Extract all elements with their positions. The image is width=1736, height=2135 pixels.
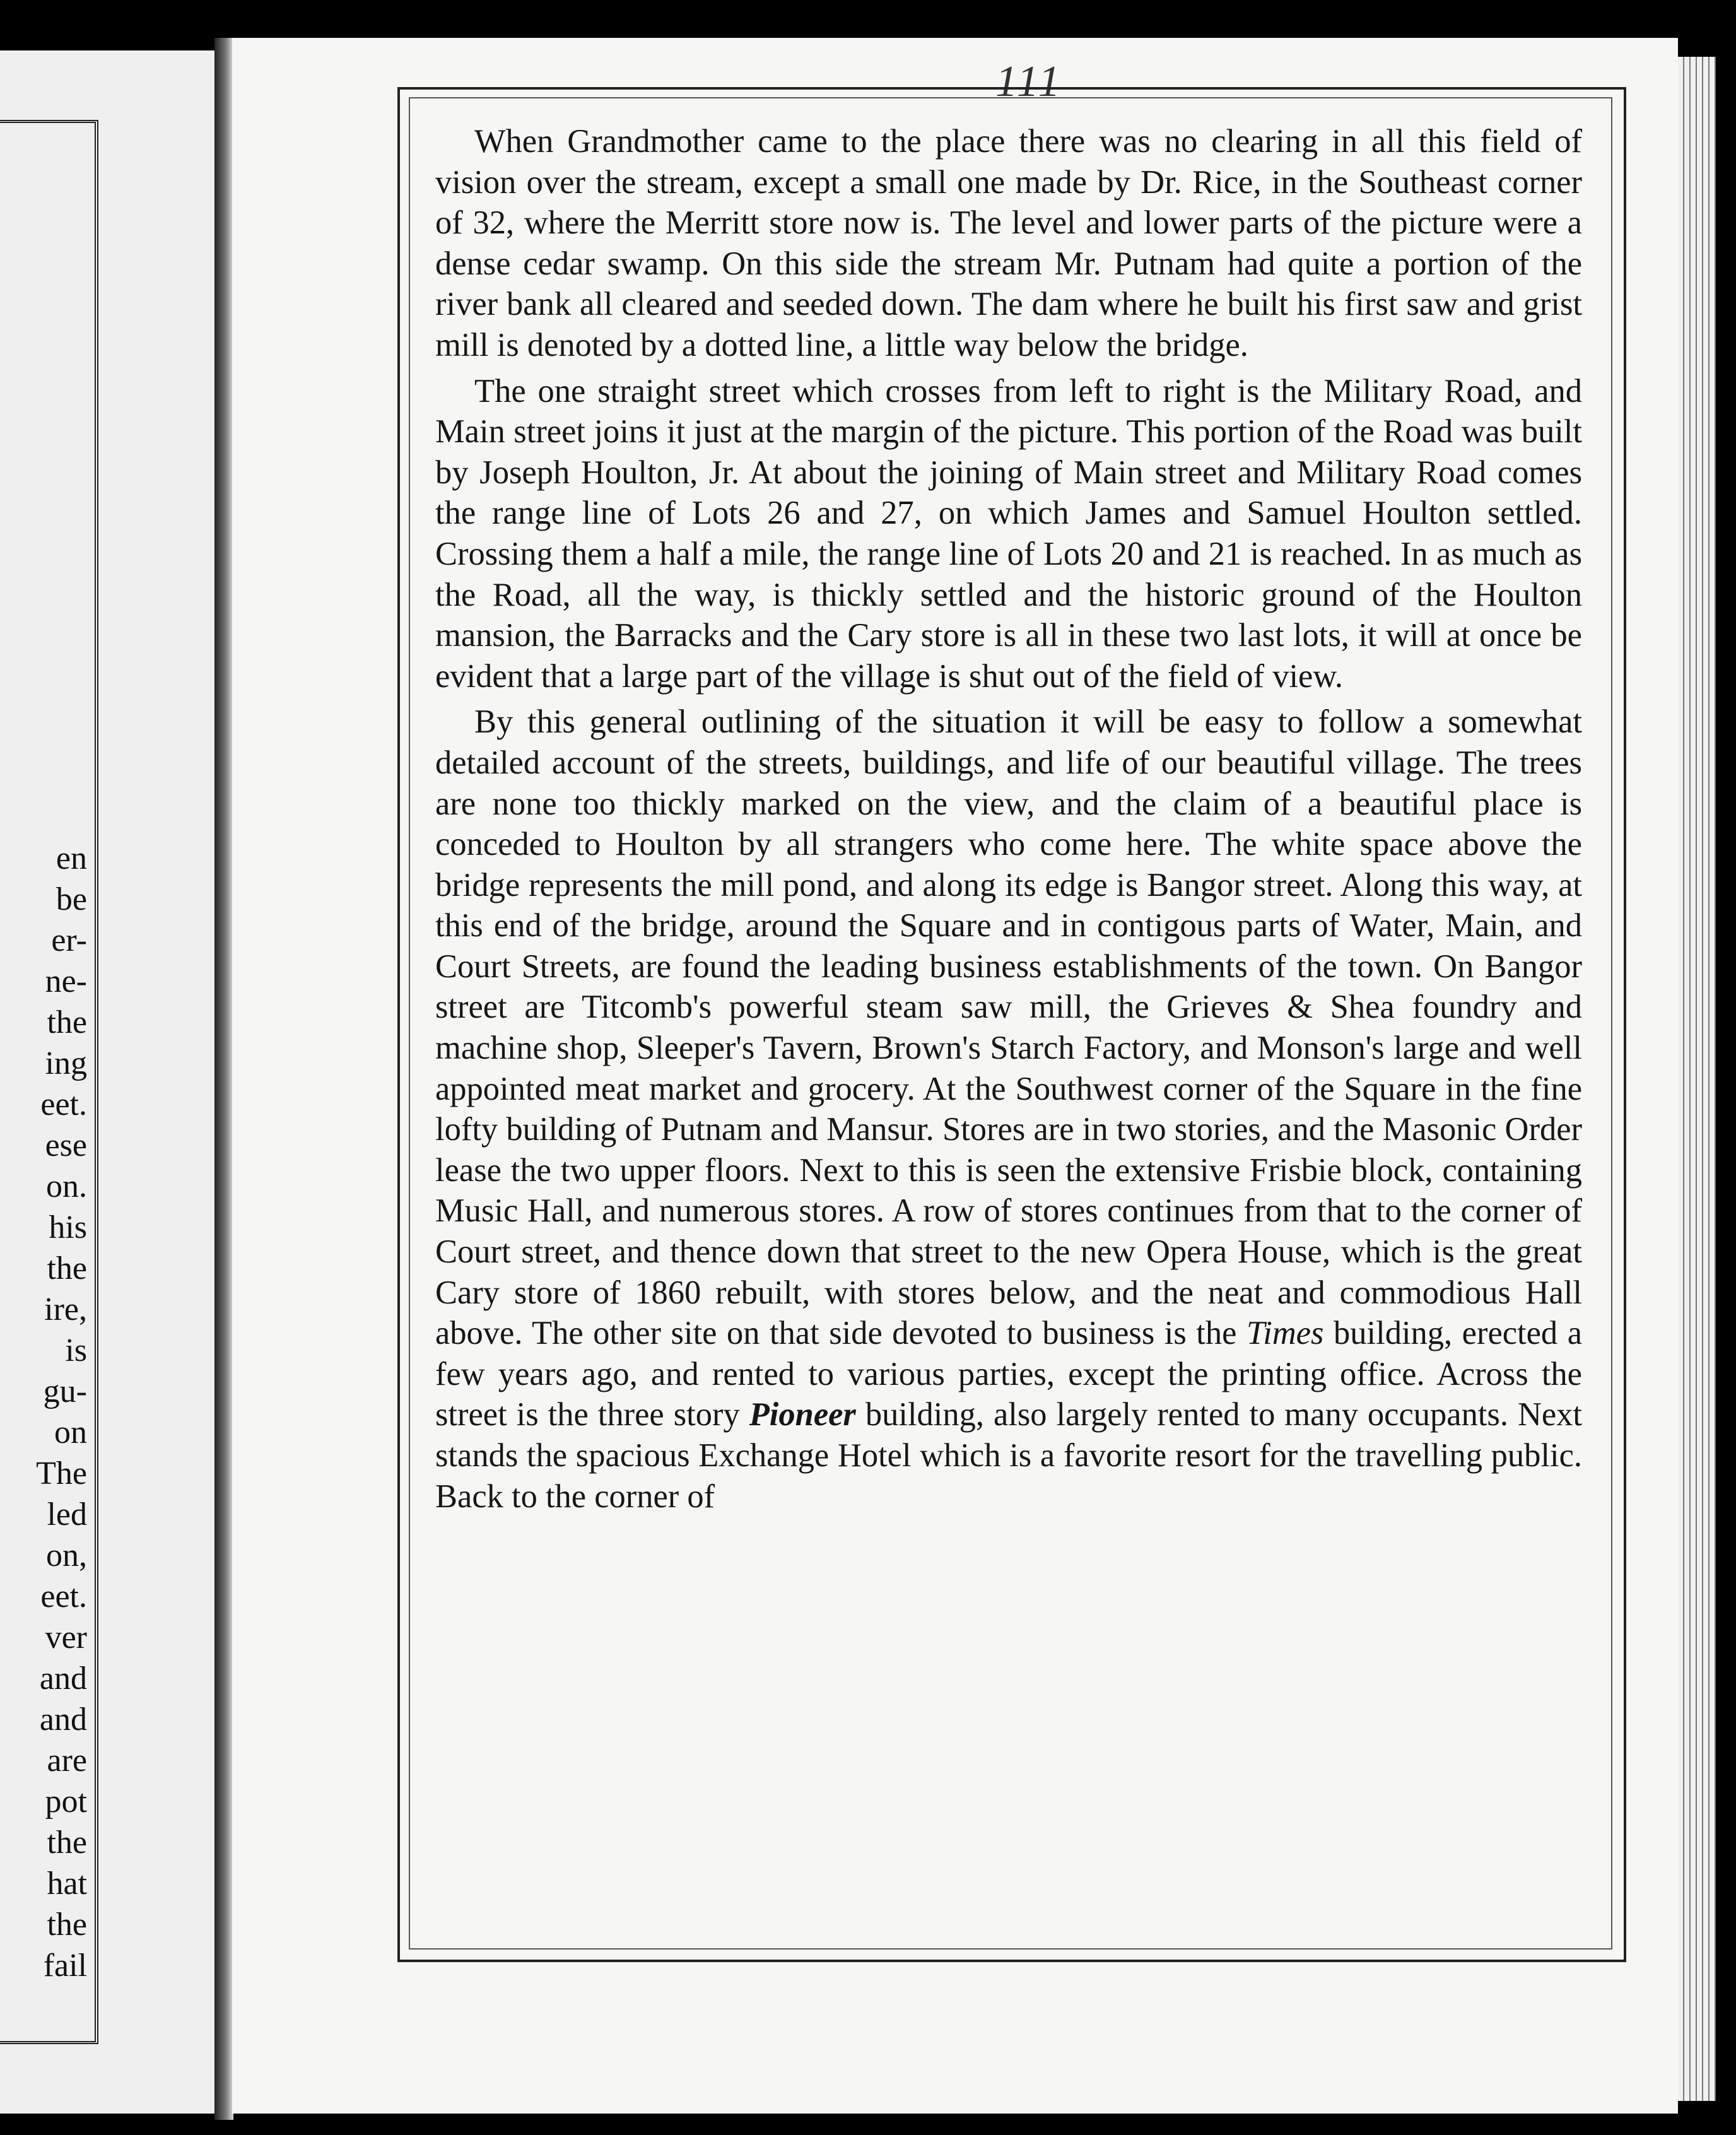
facing-page-fragment: the <box>47 1250 87 1286</box>
facing-page-fragment: ing <box>45 1045 87 1081</box>
paragraph-3-part-2: building, erected a few years ago, and rented to various parties, except the printing office. Across the street is the three story <box>435 1315 1582 1433</box>
facing-page-fragment: er- <box>51 922 87 958</box>
facing-page-fragment: on <box>54 1415 87 1450</box>
paragraph-3 <box>435 702 1582 1517</box>
facing-page-fragment: are <box>47 1743 87 1779</box>
facing-page-fragment: and <box>39 1702 87 1738</box>
facing-page-fragment: the <box>47 1004 87 1040</box>
paragraph-3-part-3: building, also largely rented to many occupants. Next stands the spacious Exchange Hotel which is a favorite resort for the travelling public. Back to the corner of <box>435 1396 1583 1515</box>
paragraph-3-part-1: By this general outlining of the situation it will be easy to follow a somewhat detailed account of the streets, buildings, and life of our beautiful village. The trees are none too thickly marked on the view, and the claim of a beautiful place is conceded to Houlton by all strangers who come here. The white space above the bridge represents the mill pond, and along its edge is Bangor street. Along this way, at this end of the bridge, around the Square and in contigous parts of Water, Main, and Court Streets, are found the leading business establishments of the town. On Bangor street are Titcomb's powerful steam saw mill, the Grieves & Shea foundry and machine shop, Sleeper's Tavern, Brown's Starch Factory, and Monson's large and well appointed meat market and grocery. At the Southwest corner of the Square in the fine lofty building of Putnam and Mansur. Stores are in two stories, and the Masonic Order lease the two upper floors. Next to this is seen the extensive Frisbie block, containing Music Hall, and numerous stores. A row of stores continues from that to the corner of Court street, and thence down that street to the new Opera House, which is the great Cary store of 1860 rebuilt, with stores below, and the neat and commodious Hall above. The other site on that side devoted to business is the <box>435 703 1582 1352</box>
page-number: 111 <box>995 57 1063 106</box>
book-gutter <box>214 38 233 2120</box>
facing-page-fragment: ire, <box>44 1291 87 1327</box>
facing-page-text <box>6 838 87 1986</box>
facing-page-fragment: led <box>47 1497 87 1532</box>
facing-page-fragment: fail <box>43 1948 87 1984</box>
facing-page-fragment: gu- <box>43 1373 87 1409</box>
facing-page-fragment: his <box>49 1209 87 1245</box>
facing-page-fragment: eet. <box>40 1086 87 1122</box>
facing-page-fragment: on. <box>46 1168 87 1204</box>
facing-page-fragment: pot <box>45 1784 87 1820</box>
page-edges <box>1678 57 1716 2101</box>
facing-page-fragment: ver <box>45 1620 87 1656</box>
facing-page-fragment: hat <box>47 1866 87 1902</box>
facing-page-fragment: is <box>65 1332 87 1368</box>
facing-page-fragment: en <box>56 840 87 876</box>
facing-page-fragment: the <box>47 1907 87 1943</box>
facing-page <box>0 50 214 2114</box>
paragraph-2: The one straight street which crosses from left to right is the Military Road, and Main street joins it just at the margin of the picture. This portion of the Road was built by Joseph Houlton, Jr. At about the joining of Main street and Military Road comes the range line of Lots 26 and 27, on which James and Samuel Houlton settled. Crossing them a half a mile, the range line of Lots 20 and 21 is reached. In as much as the Road, all the way, is thickly settled and the historic ground of the Houlton mansion, the Barracks and the Cary store is all in these two last lots, it will at once be evident that a large part of the village is shut out of the field of view. <box>435 372 1582 695</box>
facing-page-fragment: on, <box>46 1538 87 1573</box>
facing-page-fragment: ne- <box>45 963 87 999</box>
facing-page-fragment: eet. <box>40 1579 87 1614</box>
facing-page-fragment: and <box>39 1661 87 1697</box>
pioneer-newspaper-name: Pioneer <box>749 1396 856 1433</box>
paragraph-1: When Grandmother came to the place there was no clearing in all this field of vision over the stream, except a small one made by Dr. Rice, in the Southeast corner of 32, where the Merritt store now is. The level and lower parts of the picture were a dense cedar swamp. On this side the stream Mr. Putnam had quite a portion of the river bank all cleared and seeded down. The dam where he built his first saw and grist mill is denoted by a dotted line, a little way below the bridge. <box>435 123 1582 363</box>
times-newspaper-name: Times <box>1246 1315 1324 1352</box>
facing-page-fragment: The <box>36 1456 87 1491</box>
facing-page-fragment: ese <box>45 1127 87 1163</box>
facing-page-fragment: be <box>56 881 87 917</box>
body-text <box>435 121 1582 1517</box>
facing-page-fragment: the <box>47 1825 87 1861</box>
main-page <box>232 38 1678 2114</box>
